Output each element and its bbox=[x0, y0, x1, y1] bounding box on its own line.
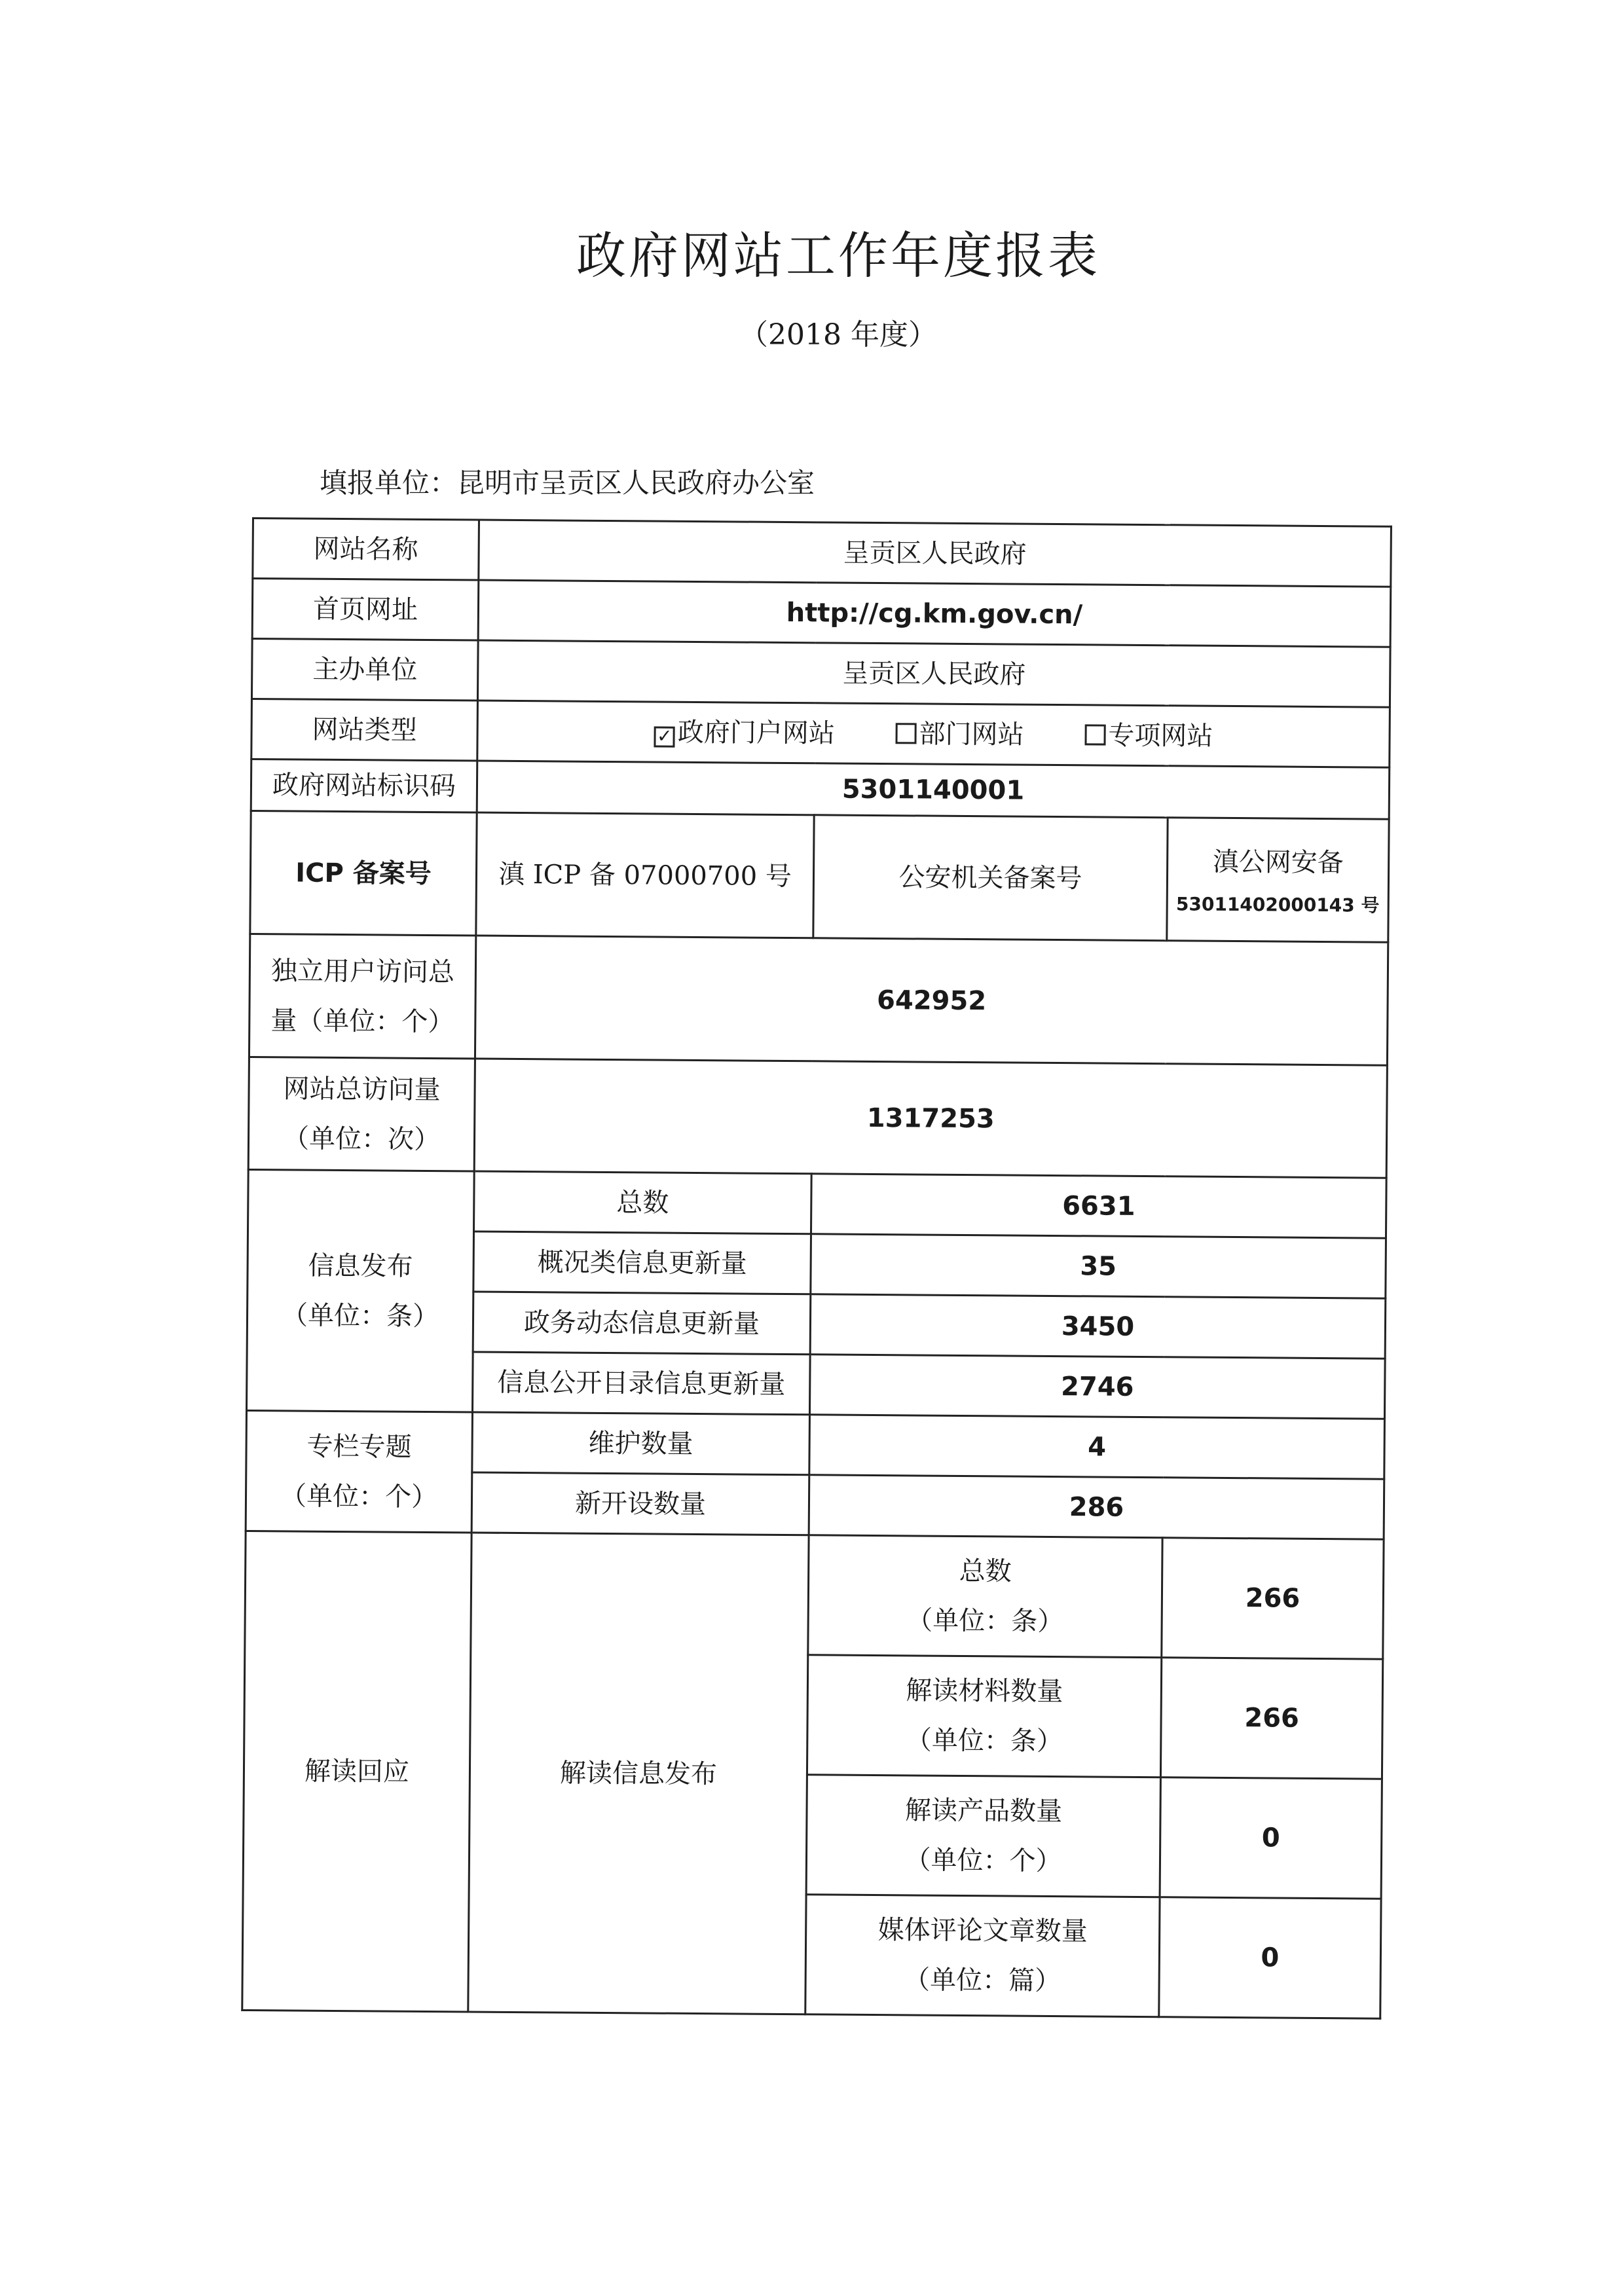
interp-item-label bbox=[805, 1895, 1160, 2017]
homepage-label: 首页网址 bbox=[252, 579, 479, 641]
columns-item-label: 新开设数量 bbox=[471, 1472, 809, 1535]
option-label: 部门网站 bbox=[919, 718, 1024, 750]
label-line: 信息发布 bbox=[308, 1250, 413, 1282]
label-line: 专栏专题 bbox=[306, 1431, 412, 1463]
label-line: （单位：个） bbox=[280, 1480, 438, 1512]
sponsor-label: 主办单位 bbox=[251, 639, 478, 701]
table-row bbox=[251, 759, 1390, 820]
report-table bbox=[241, 517, 1392, 2020]
site-type-option bbox=[895, 709, 1024, 759]
icp-label: ICP 备案号 bbox=[250, 811, 477, 936]
table-row bbox=[248, 1169, 1387, 1238]
columns-item-value: 4 bbox=[809, 1415, 1385, 1479]
info-item-label: 政务动态信息更新量 bbox=[473, 1292, 811, 1355]
table-row bbox=[249, 934, 1388, 1065]
icp-value bbox=[476, 812, 814, 938]
label-line: 总数 bbox=[959, 1556, 1012, 1587]
site-name-label: 网站名称 bbox=[253, 519, 479, 581]
interp-item-value: 0 bbox=[1160, 1777, 1382, 1899]
total-visits-label bbox=[248, 1057, 475, 1171]
info-item-value: 3450 bbox=[810, 1294, 1386, 1358]
columns-item-value: 286 bbox=[809, 1475, 1384, 1539]
label-line: 解读材料数量 bbox=[906, 1675, 1063, 1707]
site-type-options bbox=[477, 701, 1390, 767]
site-type-option bbox=[654, 707, 836, 758]
interp-item-label bbox=[807, 1655, 1161, 1777]
police-record-value bbox=[1167, 818, 1389, 942]
option-label: 专项网站 bbox=[1108, 720, 1213, 752]
sponsor-value: 呈贡区人民政府 bbox=[477, 640, 1390, 707]
unique-visitors-value: 642952 bbox=[475, 936, 1388, 1065]
label-line: （单位：个） bbox=[904, 1845, 1062, 1877]
unique-visitors-label bbox=[249, 934, 475, 1059]
columns-label bbox=[246, 1410, 472, 1533]
site-id-value: 5301140001 bbox=[477, 761, 1390, 819]
label-line: 媒体评论文章数量 bbox=[877, 1915, 1088, 1947]
label-line: 量（单位：个） bbox=[270, 1005, 454, 1037]
table-row bbox=[245, 1531, 1384, 1659]
info-item-label: 概况类信息更新量 bbox=[473, 1231, 811, 1294]
label-line: 解读产品数量 bbox=[904, 1795, 1063, 1827]
site-type-option bbox=[1084, 710, 1213, 761]
table-row bbox=[253, 519, 1392, 587]
info-item-value: 6631 bbox=[811, 1174, 1386, 1238]
info-publish-label bbox=[246, 1169, 474, 1412]
interpretation-label: 解读回应 bbox=[242, 1531, 471, 2012]
police-record-prefix: 滇公网安备 bbox=[1212, 847, 1344, 879]
info-item-label: 总数 bbox=[474, 1171, 812, 1234]
table-row bbox=[252, 579, 1391, 647]
label-line: （单位：条） bbox=[905, 1725, 1063, 1757]
label-line: 独立用户访问总 bbox=[270, 955, 455, 987]
site-type-label: 网站类型 bbox=[251, 699, 478, 761]
icp-number: 滇 ICP 备 07000700 号 bbox=[498, 859, 792, 892]
columns-item-label: 维护数量 bbox=[472, 1412, 810, 1475]
homepage-value: http://cg.km.gov.cn/ bbox=[478, 580, 1391, 647]
table-row bbox=[246, 1410, 1385, 1479]
label-line: （单位：条） bbox=[281, 1300, 439, 1332]
total-visits-value: 1317253 bbox=[474, 1059, 1387, 1178]
report-year: （2018 年度） bbox=[739, 318, 937, 352]
interp-item-value: 266 bbox=[1162, 1538, 1384, 1659]
info-item-label: 信息公开目录信息更新量 bbox=[472, 1352, 810, 1415]
label-line: （单位：条） bbox=[906, 1605, 1064, 1637]
interp-item-label bbox=[806, 1775, 1160, 1897]
reporting-unit: 填报单位：昆明市呈贡区人民政府办公室 bbox=[320, 467, 815, 499]
table-row bbox=[250, 811, 1389, 942]
label-line: 网站总访问量 bbox=[283, 1073, 441, 1105]
info-item-value: 2746 bbox=[809, 1355, 1385, 1419]
table-row bbox=[251, 699, 1390, 768]
label-line: （单位：篇） bbox=[903, 1965, 1061, 1997]
table-row bbox=[251, 639, 1390, 708]
report-title: 政府网站工作年度报表 bbox=[576, 227, 1100, 285]
interp-item-value: 0 bbox=[1159, 1897, 1381, 2018]
site-id-label: 政府网站标识码 bbox=[251, 759, 477, 813]
interp-item-value: 266 bbox=[1160, 1658, 1382, 1779]
label-line: （单位：次） bbox=[282, 1123, 441, 1155]
interp-item-label bbox=[808, 1535, 1162, 1658]
checkbox-empty-icon bbox=[896, 723, 917, 744]
table-row bbox=[248, 1057, 1387, 1178]
info-item-value: 35 bbox=[811, 1234, 1386, 1298]
checkbox-empty-icon bbox=[1084, 724, 1105, 745]
interpretation-sublabel: 解读信息发布 bbox=[468, 1533, 809, 2014]
checkbox-checked-icon: ✓ bbox=[654, 726, 675, 747]
police-record-number: 53011402000143 号 bbox=[1175, 893, 1380, 917]
police-record-label: 公安机关备案号 bbox=[813, 815, 1168, 941]
site-name-value: 呈贡区人民政府 bbox=[479, 520, 1392, 587]
option-label: 政府门户网站 bbox=[677, 717, 836, 749]
